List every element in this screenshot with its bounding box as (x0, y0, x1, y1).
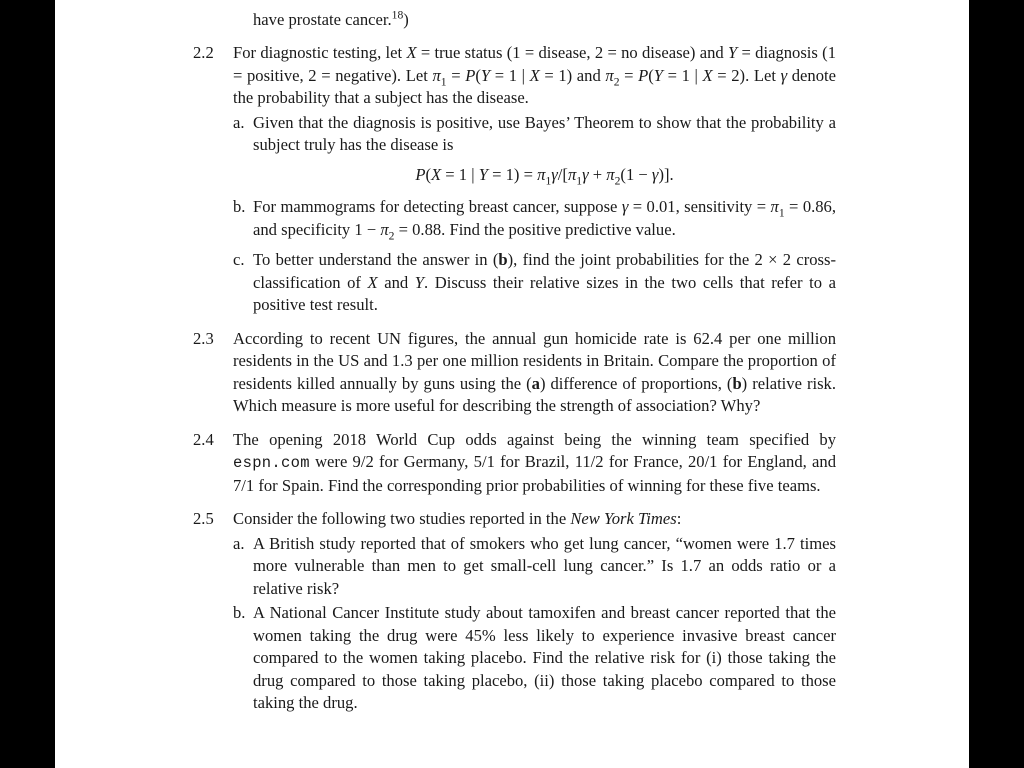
text-run: For diagnostic testing, let (233, 43, 407, 62)
text-run: denote the probability that a subject has the disease. (233, 65, 836, 107)
text-run: A British study reported that of smokers who get lung cancer, “women were 1.7 times more vulnerable than men to get small-cell lung cancer.” Is 1.7 an odds ratio or a relative risk? (253, 533, 836, 598)
part-label: b. (233, 197, 246, 216)
subscript: 1 (778, 206, 785, 220)
italic-run: New York Times (570, 509, 677, 528)
text-run: = 1 | (490, 65, 530, 85)
exercise-statement (233, 429, 836, 498)
italic-run: Y (480, 65, 491, 85)
italic-run: γ (582, 164, 589, 184)
text-run: = 2). Let (712, 65, 781, 85)
text-run: ) relative risk. Which measure is more useful for describing the strength of association? Why? (233, 373, 836, 415)
text-run: A National Cancer Institute study about tamoxifen and breast cancer reported that the women taking the drug were 45% less likely to experience invasive breast cancer compared to the women taking placebo. Find the relative risk for (i) those taking the drug compared to those taking placebo, (ii) those taking placebo compared to those taking the drug. (253, 603, 836, 712)
italic-run: X (367, 272, 378, 292)
exercise-statement (233, 508, 836, 531)
text-run: = 0.01, sensitivity = (628, 197, 771, 216)
text-run: = true status (1 = disease, 2 = no disease) and (416, 43, 728, 62)
italic-run: X (529, 65, 540, 85)
exercise-number: 2.3 (193, 328, 214, 348)
exercise-2-4 (193, 429, 836, 498)
part-text (253, 602, 836, 715)
text-run: )]. (658, 164, 674, 184)
exercise-body (233, 42, 836, 317)
text-run: . Discuss their relative sizes in the two cells that refer to a positive test result. (253, 272, 836, 314)
part-text (253, 533, 836, 601)
italic-run: π (432, 65, 441, 85)
text-run: = (619, 65, 639, 85)
text-run: = diagnosis (1 = positive, 2 = negative). Let (233, 43, 836, 85)
exercise-list (193, 42, 836, 726)
part-body (253, 112, 836, 195)
text-run: ( (475, 65, 481, 85)
text-run: (1 − (620, 164, 652, 184)
italic-run: π (567, 164, 577, 184)
monospace-run: espn.com (233, 454, 310, 472)
exercise-part-b (233, 602, 836, 715)
text-run: = 1 | (663, 65, 703, 85)
text-run: The opening 2018 World Cup odds against being the winning team specified by (233, 429, 836, 449)
text-run: and (377, 272, 415, 292)
part-label: a. (233, 112, 245, 132)
subscript: 1 (545, 173, 552, 187)
text-run: For mammograms for detecting breast cancer, suppose (253, 197, 622, 216)
italic-run: P (415, 164, 426, 184)
footnote-marker: 18 (391, 8, 404, 22)
italic-run: Y (728, 43, 738, 62)
text-run: To better understand the answer in ( (253, 250, 499, 269)
text-run: ) difference of proportions, ( (539, 373, 733, 393)
text-run: = 1 | (441, 164, 479, 184)
italic-run: Y (653, 65, 664, 85)
text-run: ) (403, 10, 409, 29)
italic-run: Y (478, 164, 488, 184)
exercise-part-a (233, 533, 836, 601)
italic-run: π (537, 164, 546, 184)
italic-run: γ (621, 197, 629, 216)
text-run: ( (425, 164, 432, 184)
display-formula (253, 164, 836, 187)
part-label: c. (233, 250, 245, 269)
text-run: Consider the following two studies reported in the (233, 509, 571, 528)
part-label: b. (233, 603, 246, 622)
italic-run: X (702, 65, 713, 85)
text-run: = 0.86, and specificity 1 − (253, 197, 837, 239)
bold-run: b (732, 373, 742, 393)
subscript: 1 (576, 173, 583, 187)
italic-run: π (605, 65, 614, 85)
exercise-body (233, 508, 836, 715)
exercise-statement (233, 328, 836, 418)
text-run: = (446, 65, 466, 85)
text-run: = 0.88. Find the positive predictive value. (394, 219, 676, 239)
text-run: = 1) and (539, 65, 606, 85)
bold-run: a (531, 373, 540, 393)
exercise-part-c (233, 249, 836, 317)
exercise-2-5 (193, 508, 836, 715)
italic-run: X (431, 164, 442, 184)
italic-run: π (606, 164, 615, 184)
text-run: were 9/2 for Germany, 5/1 for Brazil, 11/2 for France, 20/1 for England, and 7/1 for Spain. Find the corresponding prior probabilities of winning for these five teams. (233, 452, 836, 495)
subscript: 2 (613, 74, 620, 88)
italic-run: X (406, 43, 417, 62)
exercise-part-b (233, 196, 836, 241)
italic-run: π (380, 219, 389, 239)
exercise-number: 2.2 (193, 43, 214, 62)
text-run: ), find the joint probabilities for the 2 × 2 cross-classification of (253, 250, 836, 292)
text-run: : (676, 509, 682, 528)
exercise-number: 2.5 (193, 509, 214, 528)
text-run: ( (648, 65, 654, 85)
part-label: a. (233, 533, 245, 553)
exercise-2-2 (193, 42, 836, 317)
subscript: 1 (440, 74, 447, 88)
exercise-2-3 (193, 328, 836, 418)
italic-run: π (770, 197, 779, 216)
text-run: + (588, 164, 607, 184)
part-text (253, 196, 836, 241)
italic-run: Y (414, 272, 424, 292)
italic-run: P (465, 65, 476, 85)
italic-run: γ (651, 164, 659, 184)
subscript: 2 (614, 173, 621, 187)
text-run: = 1) = (487, 164, 538, 184)
part-text (253, 249, 836, 317)
bold-run: b (498, 250, 508, 269)
text-run: Given that the diagnosis is positive, use Bayes’ Theorem to show that the probability a subject truly has the disease is (253, 112, 836, 154)
text-run: have prostate cancer. (253, 10, 392, 29)
exercise-number: 2.4 (193, 429, 214, 449)
exercise-statement (233, 42, 836, 110)
subscript: 2 (388, 228, 395, 242)
italic-run: P (638, 65, 649, 85)
part-text (253, 112, 836, 157)
italic-run: γ (551, 164, 558, 184)
textbook-page (55, 0, 969, 768)
text-run: According to recent UN figures, the annual gun homicide rate is 62.4 per one million residents in the US and 1.3 per one million residents in Britain. Compare the proportion of residents killed annually by guns using the ( (233, 328, 836, 393)
previous-problem-tail (253, 9, 409, 32)
italic-run: γ (780, 65, 788, 85)
text-run: /[ (557, 164, 568, 184)
exercise-part-a (233, 112, 836, 195)
